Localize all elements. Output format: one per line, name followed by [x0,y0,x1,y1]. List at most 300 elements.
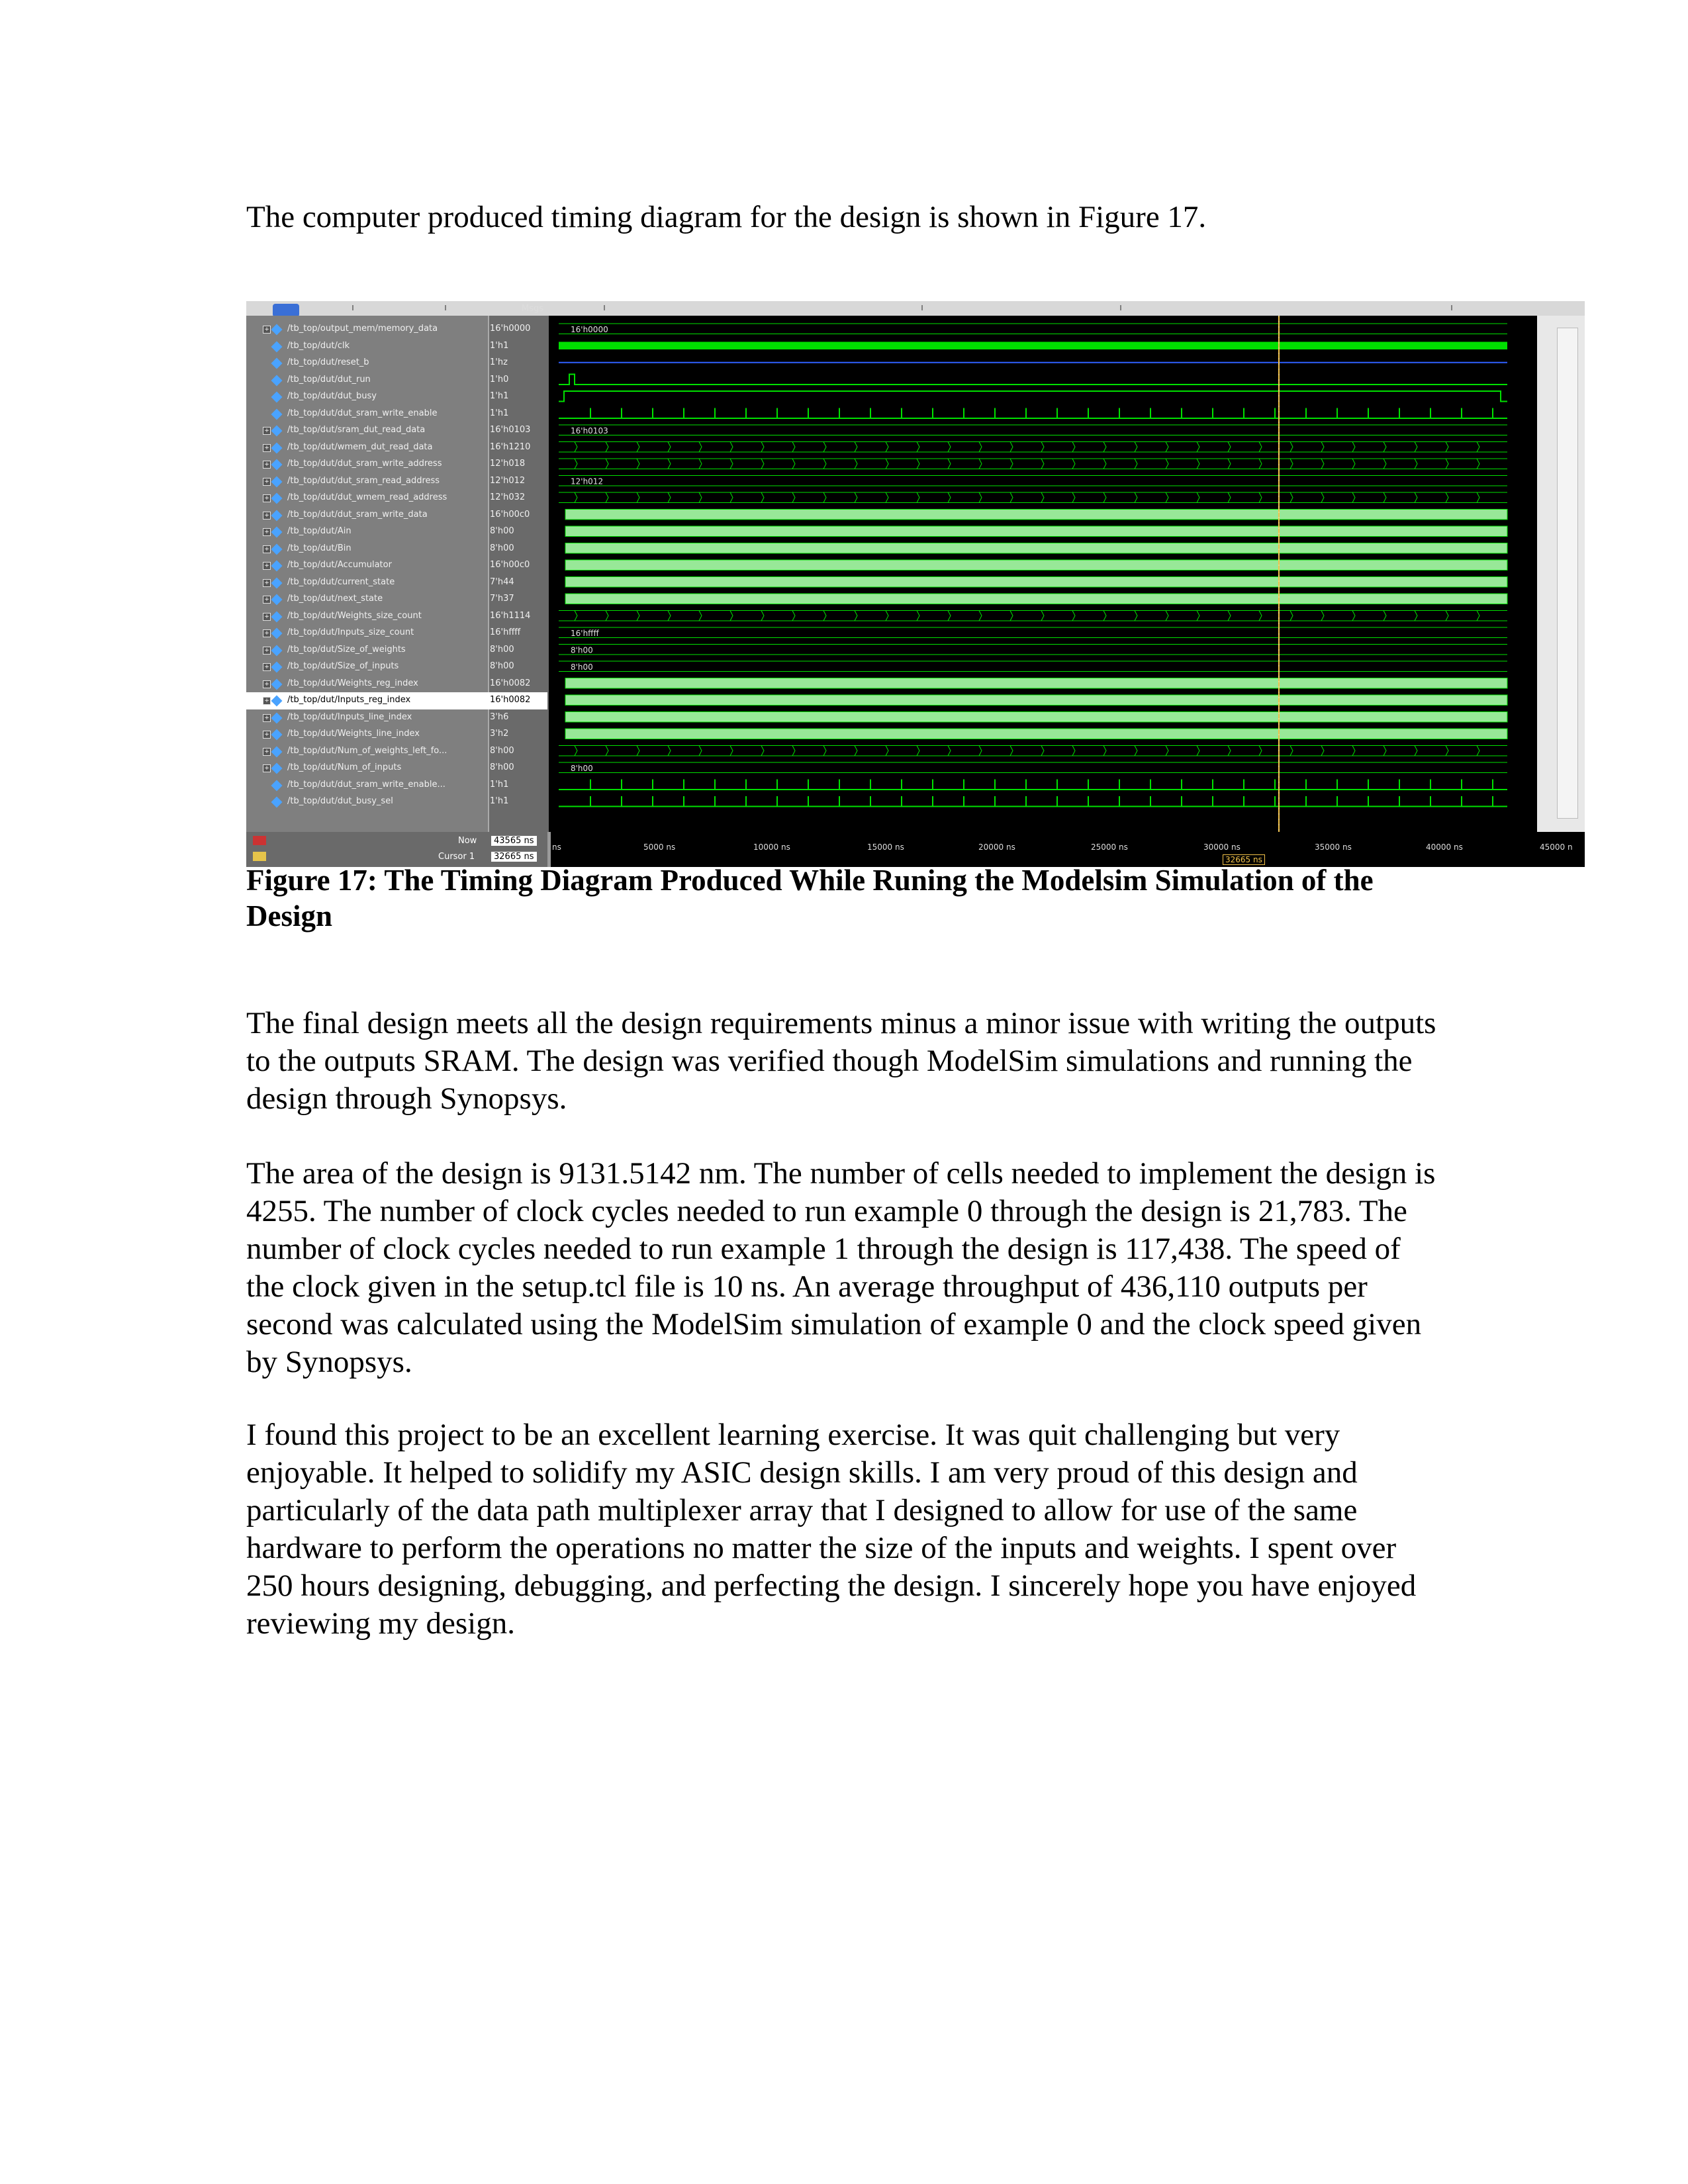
bus-transition [575,746,577,756]
bus-transition [1477,442,1479,453]
bus-transition [1383,492,1386,503]
signal-diamond-icon [271,442,283,453]
time-tick-label: 10000 ns [753,842,790,852]
wave-menu-icon[interactable] [273,304,299,317]
signal-value: 16'h0082 [490,678,531,688]
expand-icon[interactable]: + [263,512,271,520]
signal-diamond-icon [271,543,283,555]
signal-diamond-icon [271,594,283,606]
signal-name: /tb_top/dut/dut_sram_write_enable... [287,779,445,790]
bus-transition [1197,459,1199,469]
bus-transition [1383,746,1386,756]
time-tick-label: 20000 ns [978,842,1015,852]
bus-transition [637,611,639,621]
bus-transition [730,442,733,453]
toolbar-tick [1120,305,1121,310]
bus-transition [855,746,857,756]
wave-value-label: 12'h012 [571,477,604,486]
signal-row[interactable] [246,659,547,676]
wave-value-label: 8'h00 [571,764,593,773]
bus-transition [1321,746,1324,756]
signal-diamond-icon [271,561,283,572]
signal-row[interactable] [246,608,547,625]
signal-diamond-icon [271,628,283,639]
bus-transition [575,611,577,621]
signal-diamond-icon [271,611,283,622]
bus-transition [637,746,639,756]
timing-diagram-figure [246,301,1585,867]
bus-transition [917,442,919,453]
paragraph-reflection: I found this project to be an excellent learning exercise. It was quit challenging but very enjoyable. It helped to solidify my ASIC design skills. I am very proud of this design and particularly of the data path multiplexer array that I designed to allow for use of the same hardware to perform the operations no matter the size of the inputs and weights. I spent over 250 hours designing, debugging, and perfecting the design. I sincerely hope you have enjoyed reviewing my design. [246,1418,1417,1641]
bus-transition [855,611,857,621]
cursor-label: Cursor 1 [438,852,475,862]
bus-transition [917,492,919,503]
bus-transition [886,459,888,469]
bus-transition [699,459,702,469]
signal-row[interactable] [246,591,547,608]
expand-icon[interactable]: + [263,427,271,435]
expand-icon[interactable]: + [263,714,271,722]
bus-transition [823,492,826,503]
signal-name: /tb_top/dut/Num_of_weights_left_fo... [287,745,447,756]
scrollbar-thumb[interactable] [1557,328,1578,819]
bus-transition [668,442,671,453]
signal-name: /tb_top/dut/dut_sram_write_enable [287,408,438,418]
signal-row[interactable] [246,743,547,760]
bus-transition [917,746,919,756]
signal-diamond-icon [271,696,283,707]
waveform-area[interactable] [551,316,1530,832]
bus-transition [1197,442,1199,453]
signal-value: 3'h6 [490,711,509,722]
signal-value: 1'h1 [490,796,509,806]
bus-transition [637,442,639,453]
axis-start-label: ns [552,842,561,852]
bus-transition [1197,611,1199,621]
bus-transition [1259,492,1262,503]
expand-icon[interactable]: + [263,663,271,671]
bus-transition [606,459,608,469]
expand-icon[interactable]: + [263,629,271,637]
signal-value: 16'h00c0 [490,509,530,520]
bus-transition [979,492,982,503]
bus-transition [699,492,702,503]
bus-transition [1135,611,1137,621]
bus-transition [792,442,795,453]
signal-name: /tb_top/dut/current_state [287,576,395,587]
expand-icon[interactable]: + [263,545,271,553]
bus-transition [1321,459,1324,469]
bus-transition [668,746,671,756]
expand-icon[interactable]: + [263,562,271,570]
bus-transition [823,746,826,756]
signal-value: 8'h00 [490,526,514,536]
bus-transition [699,611,702,621]
signal-value: 16'h00c0 [490,560,530,570]
bus-fill [565,510,1507,520]
signal-diamond-icon [271,797,283,808]
bus-transition [606,611,608,621]
bus-transition [1415,611,1417,621]
signal-row[interactable] [246,406,547,423]
time-tick-label: 40000 ns [1426,842,1463,852]
signal-value: 7'h44 [490,576,514,587]
now-icon[interactable] [253,836,266,845]
bus-transition [575,492,577,503]
bus-transition [730,459,733,469]
bus-transition [979,442,982,453]
signal-diamond-icon [271,510,283,521]
bus-transition [1041,492,1044,503]
signal-name: /tb_top/dut/Accumulator [287,560,392,570]
bus-transition [575,442,577,453]
bus-transition [606,746,608,756]
signal-row[interactable] [246,726,547,743]
bus-fill [565,712,1507,723]
expand-icon[interactable]: + [263,647,271,655]
bus-transition [761,442,764,453]
bus-transition [1135,492,1137,503]
wave-value-label: 16'h0103 [571,426,608,435]
signal-name: /tb_top/dut/wmem_dut_read_data [287,441,433,452]
bus-transition [1103,746,1106,756]
bus-transition [637,459,639,469]
expand-icon[interactable]: + [263,326,271,334]
expand-icon[interactable]: + [263,731,271,739]
signal-value: 16'hffff [490,627,521,637]
signal-name: /tb_top/dut/dut_run [287,374,371,385]
signal-name: /tb_top/dut/Bin [287,543,352,553]
wave-value-label: 16'hffff [571,629,599,638]
bus-transition [761,492,764,503]
bus-transition [792,492,795,503]
signal-row[interactable] [246,338,547,355]
signal-diamond-icon [271,459,283,471]
bus-transition [917,611,919,621]
bus-fill [565,543,1507,554]
signal-diamond-icon [271,341,283,352]
bus-transition [1166,459,1168,469]
signal-value: 1'h1 [490,779,509,790]
bus-transition [1072,611,1075,621]
signal-row[interactable] [246,507,547,524]
time-tick-label: 5000 ns [643,842,676,852]
bus-transition [1415,746,1417,756]
bus-transition [761,611,764,621]
signal-row[interactable] [246,372,547,389]
signal-diamond-icon [271,375,283,386]
bus-transition [1228,611,1231,621]
signal-diamond-icon [271,408,283,420]
signal-row[interactable] [246,473,547,490]
signal-name: /tb_top/dut/Weights_reg_index [287,678,418,688]
bus-transition [1197,746,1199,756]
bus-transition [1135,442,1137,453]
signal-row[interactable] [246,709,547,727]
toolbar-tick [352,305,353,310]
signal-value: 16'h0103 [490,425,531,435]
bus-transition [1228,442,1231,453]
cursor-time-marker[interactable]: 32665 ns [1223,854,1265,865]
bus-transition [730,746,733,756]
bus-transition [1352,611,1355,621]
bus-transition [886,611,888,621]
bus-transition [1228,746,1231,756]
toolbar-tick [921,305,923,310]
signal-row[interactable] [246,541,547,558]
signal-row[interactable] [246,490,547,507]
signal-diamond-icon [271,392,283,403]
bus-transition [1477,459,1479,469]
expand-icon[interactable]: + [263,764,271,772]
bus-transition [1415,459,1417,469]
signal-row[interactable] [246,676,547,693]
bus-transition [1166,442,1168,453]
signal-row[interactable] [246,557,547,574]
bus-transition [1259,459,1262,469]
bus-fill [565,560,1507,570]
bus-transition [1103,611,1106,621]
bus-fill [565,526,1507,537]
expand-icon[interactable]: + [263,494,271,502]
bus-transition [1290,746,1293,756]
busy-wave [559,391,1507,402]
bus-transition [1477,611,1479,621]
signal-row[interactable] [246,422,547,439]
signal-diamond-icon [271,577,283,588]
expand-icon[interactable]: + [263,613,271,621]
signal-value: 8'h00 [490,661,514,671]
bus-transition [1259,611,1262,621]
signal-value: 8'h00 [490,745,514,756]
signal-diamond-icon [271,712,283,723]
wave-value-label: 8'h00 [571,662,593,672]
signal-name: /tb_top/dut/dut_busy_sel [287,796,393,806]
bus-transition [979,746,982,756]
expand-icon[interactable]: + [263,596,271,604]
signal-name: /tb_top/dut/clk [287,340,350,351]
bus-transition [1103,459,1106,469]
bus-transition [575,459,577,469]
signal-row[interactable] [246,625,547,642]
bus-transition [1415,492,1417,503]
signal-diamond-icon [271,780,283,791]
signal-value: 16'h0082 [490,695,531,705]
signal-name: /tb_top/dut/Inputs_size_count [287,627,414,637]
bus-transition [979,459,982,469]
signal-diamond-icon [271,358,283,369]
signal-value: 1'h1 [490,340,509,351]
bus-transition [886,442,888,453]
bus-transition [1321,611,1324,621]
bus-transition [948,442,951,453]
signal-value: 16'h1210 [490,441,531,452]
bus-transition [917,459,919,469]
bus-transition [855,459,857,469]
signal-row[interactable] [246,321,547,338]
time-tick-label: 30000 ns [1203,842,1241,852]
bus-transition [1446,492,1448,503]
time-tick-label: 35000 ns [1315,842,1352,852]
bus-transition [855,492,857,503]
bus-transition [1446,459,1448,469]
expand-icon[interactable]: + [263,579,271,587]
bus-transition [855,442,857,453]
signal-row[interactable] [246,456,547,473]
paragraph-metrics: The area of the design is 9131.5142 nm. The number of cells needed to implement the design is 4255. The number of clock cycles needed to run example 0 through the design is 21,783. The number of clock cycles needed to run example 1 through the design is 117,438. The speed of the clock given in the setup.tcl file is 10 ns. An average throughput of 436,110 outputs per second was calculated using the ModelSim simulation of example 0 and the clock speed given by Synopsys. [246,1156,1436,1379]
bus-transition [1352,746,1355,756]
signal-diamond-icon [271,324,283,336]
signal-diamond-icon [271,729,283,741]
signal-name: /tb_top/dut/next_state [287,594,383,604]
signal-name: /tb_top/dut/Size_of_inputs [287,661,399,671]
expand-icon[interactable]: + [263,748,271,756]
bus-transition [1290,492,1293,503]
bus-transition [1041,442,1044,453]
bus-transition [1415,442,1417,453]
signal-name: /tb_top/dut/sram_dut_read_data [287,425,426,435]
bus-transition [1041,746,1044,756]
bus-transition [886,746,888,756]
run-wave [559,375,1507,385]
expand-icon[interactable]: + [263,528,271,536]
signal-value: 7'h37 [490,594,514,604]
expand-icon[interactable]: + [263,478,271,486]
signal-value: 8'h00 [490,762,514,772]
bus-transition [1446,611,1448,621]
bus-transition [730,611,733,621]
bus-transition [1228,492,1231,503]
toolbar-tick [445,305,446,310]
bus-transition [1290,459,1293,469]
signal-value: 1'h0 [490,374,509,385]
bus-transition [979,611,982,621]
bus-transition [1166,611,1168,621]
bus-transition [699,746,702,756]
expand-icon[interactable]: + [263,697,271,705]
signal-name: /tb_top/dut/Inputs_reg_index [287,695,411,705]
signal-name: /tb_top/dut/Inputs_line_index [287,711,412,722]
intro-text: The computer produced timing diagram for the design is shown in Figure 17. [246,200,1207,234]
bus-transition [668,611,671,621]
bus-fill [565,577,1507,588]
signal-name: /tb_top/dut/dut_sram_write_address [287,459,442,469]
signal-row[interactable] [246,355,547,372]
bus-transition [761,459,764,469]
cursor-value[interactable]: 32665 ns [491,852,537,862]
bus-fill [565,678,1507,689]
bus-transition [1166,746,1168,756]
signal-value: 3'h2 [490,729,509,739]
paragraph-summary: The final design meets all the design requirements minus a minor issue with writing the outputs to the outputs SRAM. The design was verified though ModelSim simulations and running the design through Synopsys. [246,1006,1436,1116]
signal-name: /tb_top/dut/dut_sram_write_data [287,509,428,520]
signal-row[interactable] [246,777,547,794]
signal-row[interactable] [246,439,547,457]
signal-name: /tb_top/dut/dut_sram_read_address [287,475,440,486]
signal-row[interactable] [246,523,547,541]
bus-transition [1321,442,1324,453]
wave-value-label: 8'h00 [571,645,593,655]
time-tick-label: 45000 n [1540,842,1573,852]
bus-transition [948,746,951,756]
bus-fill [565,729,1507,739]
signal-value: 16'h1114 [490,610,531,621]
bus-transition [823,442,826,453]
bus-transition [1041,611,1044,621]
signal-name: /tb_top/dut/Size_of_weights [287,644,406,655]
signal-value: 8'h00 [490,644,514,655]
bus-transition [1135,746,1137,756]
bus-transition [1010,492,1013,503]
bus-transition [1290,442,1293,453]
bus-transition [699,442,702,453]
signal-value: 16'h0000 [490,324,531,334]
bus-transition [1010,746,1013,756]
bus-transition [761,746,764,756]
expand-icon[interactable]: + [263,680,271,688]
bus-transition [1477,492,1479,503]
signal-value: 12'h012 [490,475,526,486]
signal-name: /tb_top/dut/Ain [287,526,352,536]
bus-fill [565,594,1507,604]
bus-transition [1352,459,1355,469]
signal-row[interactable] [246,642,547,659]
msgs-header: Msgs [521,304,543,314]
signal-diamond-icon [271,678,283,690]
bus-transition [948,459,951,469]
bus-transition [1010,459,1013,469]
waveform-toolbar [246,301,1585,316]
signal-diamond-icon [271,476,283,487]
signal-row[interactable] [246,794,547,811]
bus-transition [1197,492,1199,503]
signal-row[interactable] [246,760,547,777]
signal-diamond-icon [271,746,283,757]
signal-name: /tb_top/dut/dut_wmem_read_address [287,492,447,502]
cursor-icon[interactable] [253,852,266,861]
bus-transition [1166,492,1168,503]
bus-transition [1383,459,1386,469]
expand-icon[interactable]: + [263,444,271,452]
bus-transition [792,459,795,469]
bus-transition [668,459,671,469]
bus-transition [1446,442,1448,453]
signal-diamond-icon [271,662,283,673]
bus-transition [1477,746,1479,756]
bus-transition [1352,442,1355,453]
bus-transition [1383,442,1386,453]
signal-value: 12'h018 [490,459,526,469]
signal-row[interactable] [246,574,547,592]
expand-icon[interactable]: + [263,461,271,469]
signal-value: 1'h1 [490,391,509,401]
signal-row[interactable] [246,388,547,406]
signal-row[interactable] [246,692,547,709]
bus-transition [886,492,888,503]
bus-transition [792,746,795,756]
bus-transition [1383,611,1386,621]
signal-value: 12'h032 [490,492,526,502]
bus-transition [1072,492,1075,503]
bus-fill [565,695,1507,705]
signal-value: 1'h1 [490,408,509,418]
bus-transition [1135,459,1137,469]
bus-transition [637,492,639,503]
signal-name: /tb_top/dut/Weights_line_index [287,729,420,739]
now-value: 43565 ns [491,836,537,846]
signal-diamond-icon [271,763,283,774]
bus-transition [668,492,671,503]
